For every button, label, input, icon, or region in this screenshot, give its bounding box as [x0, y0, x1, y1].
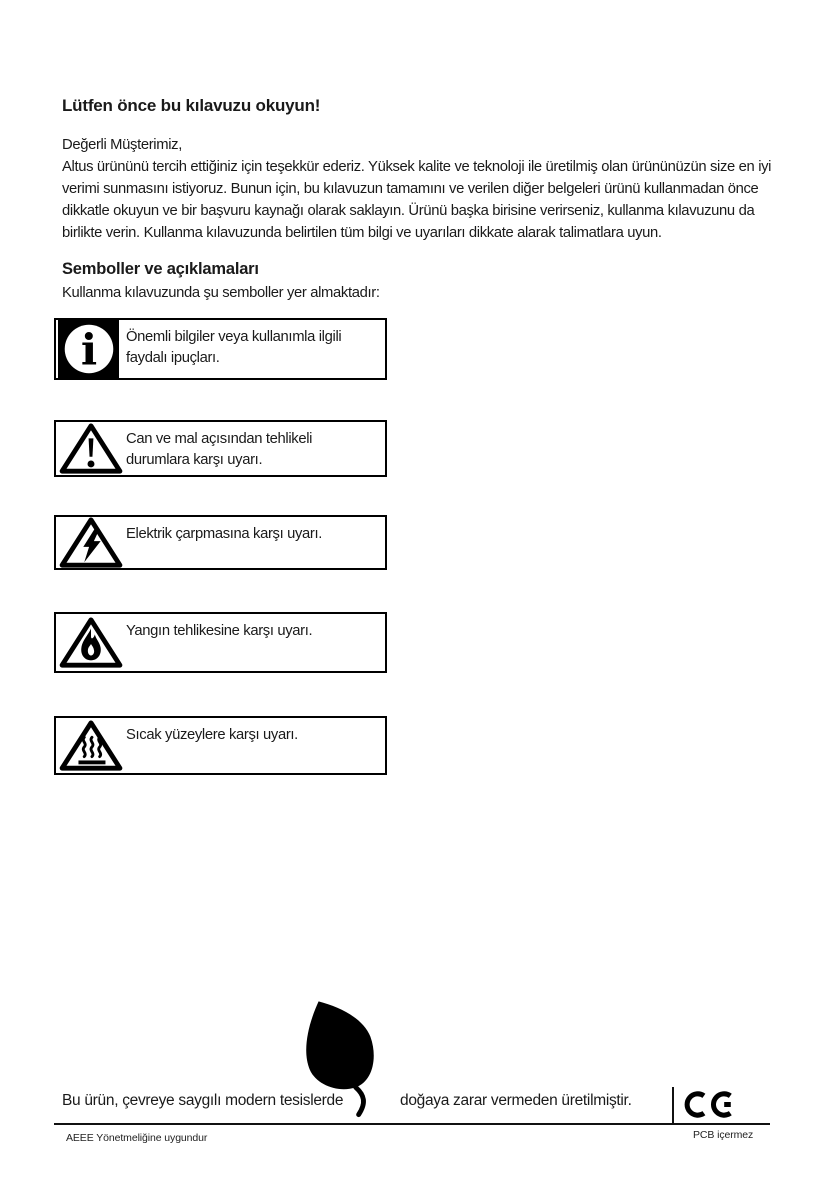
symbol-caption: Elektrik çarpmasına karşı uyarı. [126, 526, 323, 542]
symbol-caption: Önemli bilgiler veya kullanımla ilgili faydalı ipuçları. [126, 329, 342, 366]
aeee-compliance-note: AEEE Yönetmeliğine uygundur [66, 1132, 208, 1144]
symbol-box-hot-surface [54, 716, 387, 775]
intro-paragraph [62, 134, 771, 244]
intro-line: birlikte verin. Kullanma kılavuzunda belirtilen tüm bilgi ve uyarıları dikkate alarak talimatlara uyun. [62, 225, 662, 241]
intro-line: dikkatle okuyun ve bir başvuru kaynağı olarak saklayın. Ürünü başka birisine verirseniz, kullanma kılavuzunu da [62, 203, 755, 219]
eco-statement-left: Bu ürün, çevreye saygılı modern tesislerde [62, 1092, 344, 1109]
ce-mark-icon [684, 1090, 738, 1124]
symbol-box-fire [54, 612, 387, 673]
footer-rule [54, 1123, 770, 1125]
symbol-caption: Can ve mal açısından tehlikeli durumlara karşı uyarı. [126, 431, 313, 468]
symbol-caption: Yangın tehlikesine karşı uyarı. [126, 623, 313, 639]
electric-shock-warning-icon [56, 517, 124, 568]
danger-warning-icon [56, 422, 124, 475]
symbol-box-electric [54, 515, 387, 570]
fire-warning-icon [56, 614, 124, 671]
intro-line: Değerli Müşterimiz, [62, 137, 182, 153]
symbols-subheading: Kullanma kılavuzunda şu semboller yer almaktadır: [62, 285, 380, 301]
intro-line: verimi sunmasını istiyoruz. Bunun için, bu kılavuzun tamamını ve verilen diğer belgeleri ürünü kullanmadan önce [62, 181, 759, 197]
pcb-note: PCB içermez [693, 1129, 754, 1141]
info-icon [58, 320, 119, 378]
symbol-box-info [54, 318, 387, 380]
eco-statement-right: doğaya zarar vermeden üretilmiştir. [400, 1092, 632, 1109]
hot-surface-warning-icon [56, 718, 124, 773]
page-title: Lütfen önce bu kılavuzu okuyun! [62, 96, 321, 115]
symbol-box-danger [54, 420, 387, 477]
intro-line: Altus ürününü tercih ettiğiniz için teşekkür ederiz. Yüksek kalite ve teknoloji ile üretilmiş olan ürününüzün size en iyi [62, 159, 772, 175]
ce-divider [672, 1087, 674, 1124]
svg-text:i: i [80, 325, 97, 376]
symbols-heading: Semboller ve açıklamaları [62, 260, 259, 278]
symbol-caption: Sıcak yüzeylere karşı uyarı. [126, 727, 298, 743]
